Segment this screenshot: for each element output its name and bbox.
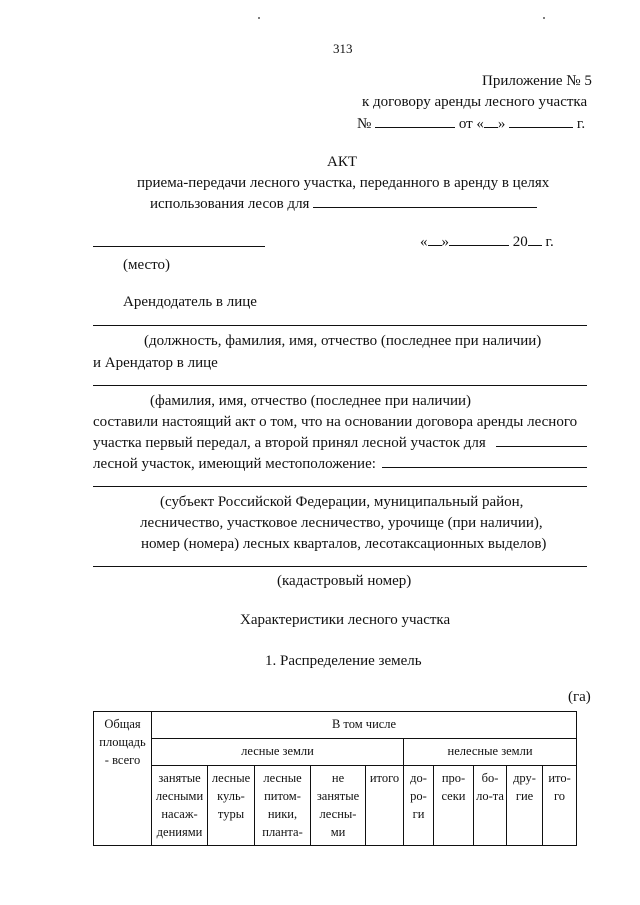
- body-line2: участка первый передал, а второй принял лесной участок для: [93, 435, 486, 451]
- location-caption-1: (субъект Российской Федерации, муниципальный район,: [160, 494, 524, 510]
- contract-number-blank[interactable]: [375, 115, 455, 128]
- forest-col-header: лесные питом-ники, планта-: [255, 766, 311, 846]
- location-blank-2[interactable]: [93, 486, 587, 487]
- location-caption-3: номер (номера) лесных кварталов, лесотаксационных выделов): [141, 536, 547, 552]
- nonforest-col-header: ито-го: [543, 766, 577, 846]
- place-label: (место): [123, 257, 171, 273]
- number-prefix: №: [357, 116, 372, 132]
- appendix-number-line: [357, 115, 585, 133]
- tenant-label: и Арендатор в лице: [93, 355, 218, 371]
- act-title: АКТ: [327, 154, 357, 170]
- purpose-blank[interactable]: [313, 207, 537, 208]
- body-line3: лесной участок, имеющий местоположение:: [93, 456, 376, 472]
- scan-speck: [258, 17, 260, 19]
- cadastral-blank[interactable]: [93, 566, 587, 567]
- date-year-prefix: 20: [512, 234, 528, 250]
- forest-col-header: итого: [366, 766, 404, 846]
- date-day-blank[interactable]: [428, 233, 442, 246]
- section-1-heading: 1. Распределение земель: [265, 653, 422, 669]
- scan-speck: [543, 17, 545, 19]
- from-prefix: от «: [458, 116, 484, 132]
- location-caption-2: лесничество, участковое лесничество, урочище (при наличии),: [140, 515, 543, 531]
- cadastral-caption: (кадастровый номер): [277, 573, 412, 589]
- nonforest-col-header: про-секи: [434, 766, 474, 846]
- forest-col-header: занятые лесными насаж-дениями: [152, 766, 208, 846]
- forest-col-header: не занятые лесны-ми: [311, 766, 366, 846]
- unit-label: (га): [568, 689, 591, 705]
- appendix-subtitle: к договору аренды лесного участка: [362, 94, 588, 110]
- day-blank[interactable]: [484, 115, 498, 128]
- characteristics-heading: Характеристики лесного участка: [240, 612, 451, 628]
- tenant-blank[interactable]: [93, 385, 587, 386]
- nonforest-col-header: дру-гие: [507, 766, 543, 846]
- nonforest-lands-header: нелесные земли: [404, 739, 577, 766]
- land-distribution-table: [93, 711, 577, 846]
- date-year-blank[interactable]: [528, 233, 542, 246]
- nonforest-col-header: до-ро-ги: [404, 766, 434, 846]
- landlord-label: Арендодатель в лице: [123, 294, 257, 310]
- landlord-blank[interactable]: [93, 325, 587, 326]
- landlord-caption: (должность, фамилия, имя, отчество (последнее при наличии): [144, 333, 542, 349]
- act-subtitle-line1: приема-передачи лесного участка, переданного в аренду в целях: [137, 175, 550, 191]
- nonforest-col-header: бо-ло-та: [474, 766, 507, 846]
- forest-lands-header: лесные земли: [152, 739, 404, 766]
- date-close: »: [441, 234, 449, 250]
- date-line: [420, 233, 554, 251]
- place-blank[interactable]: [93, 246, 265, 247]
- date-month-blank[interactable]: [449, 233, 509, 246]
- total-area-header: Общая площадь - всего: [94, 712, 152, 846]
- year-suffix: г.: [576, 116, 586, 132]
- tenant-caption: (фамилия, имя, отчество (последнее при наличии): [150, 393, 472, 409]
- appendix-title: Приложение № 5: [482, 73, 592, 89]
- page-number: 313: [333, 41, 353, 56]
- date-year-suffix: г.: [545, 234, 554, 250]
- use-purpose-blank[interactable]: [496, 446, 587, 447]
- location-blank[interactable]: [382, 467, 587, 468]
- from-quote-close: »: [497, 116, 506, 132]
- forest-col-header: лесные куль-туры: [208, 766, 255, 846]
- including-header: В том числе: [152, 712, 577, 739]
- date-open: «: [420, 234, 428, 250]
- month-blank[interactable]: [509, 115, 573, 128]
- body-line1: составили настоящий акт о том, что на основании договора аренды лесного: [93, 414, 578, 430]
- act-subtitle-line2: использования лесов для: [150, 196, 310, 212]
